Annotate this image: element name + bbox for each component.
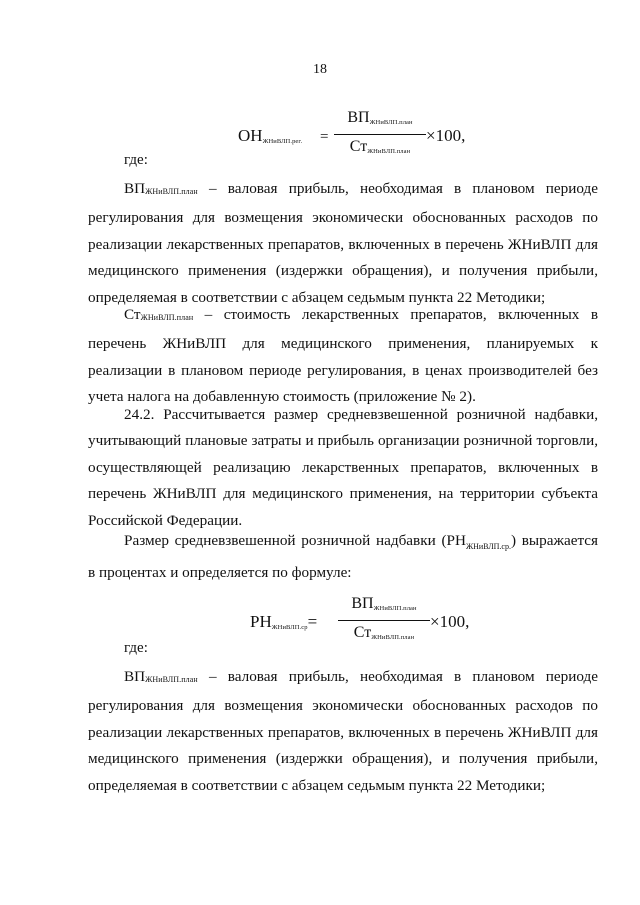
formula-retail-markup: [250, 594, 490, 644]
formula1-numerator: ВП: [347, 109, 370, 126]
size-sub: ЖНиВЛП.ср.: [465, 542, 511, 552]
section-24-2: 24.2. Рассчитывается размер средневзвешенной розничной надбавки, учитывающий плановые затраты и прибыль организации розничной торговли, осуществляющей реализацию лекарственных препаратов, включенных в перечень ЖНиВЛП для медицинского применения, на территории субъекта Российской Федерации.: [88, 406, 598, 529]
def3-term-sub: ЖНиВЛП.план: [145, 675, 198, 684]
formula2-lhs: РН: [250, 612, 272, 631]
def3-text: – валовая прибыль, необходимая в плановом периоде регулирования для возмещения экономически обоснованных расходов по реализации лекарственных препаратов, включенных в перечень ЖНиВЛП для медицинского применения (издержки обращения), и получения прибыли, определяемая в соответствии с абзацем седьмым пункта 22 Методики;: [88, 668, 598, 794]
fraction-bar: [334, 134, 426, 135]
formula2-denominator: Ст: [353, 624, 372, 641]
formula2-fraction: [338, 594, 430, 648]
formula1-tail: ×100,: [426, 126, 466, 145]
where-label: где:: [124, 152, 148, 168]
markup-size-paragraph: [88, 528, 598, 587]
def1-term: ВП: [124, 180, 146, 197]
def3-term: ВП: [124, 668, 146, 685]
formula2-tail: ×100,: [430, 612, 470, 631]
formula1-denominator-sub: ЖНиВЛП.план: [367, 148, 411, 155]
formula1-denominator: Ст: [349, 138, 368, 155]
def2-text: – стоимость лекарственных препаратов, включенных в перечень ЖНиВЛП для медицинского применения, планируемых к реализации в плановом периоде регулирования, в ценах производителей без учета налога на добавленную стоимость (приложение № 2).: [88, 306, 598, 406]
formula2-lhs-sub: ЖНиВЛП.ср: [271, 624, 308, 631]
formula-markup-ratio: $ОН_{ЖНиВЛП.рег.}$ = $ВП_{ЖНиВЛП.план}$ $Ст_{ЖНиВЛП.план}$ ×100,: [238, 108, 478, 158]
definition-gross-profit: [88, 176, 598, 311]
formula2-numerator: ВП: [351, 595, 374, 612]
formula1-lhs: ОН: [238, 126, 263, 145]
size-before: Размер средневзвешенной розничной надбавки (РН: [124, 532, 466, 549]
formula2-denominator-sub: ЖНиВЛП.план: [371, 634, 415, 641]
where-label-2: где:: [124, 640, 148, 656]
fraction-bar: [338, 620, 430, 621]
formula2-eq: =: [307, 612, 318, 631]
formula1-lhs-sub: ЖНиВЛП.рег.: [262, 138, 303, 145]
page-number: 18: [313, 62, 327, 77]
size-after: ) выражается в процентах и определяется по формуле:: [88, 532, 598, 582]
def2-term-sub: ЖНиВЛП.план: [140, 313, 194, 322]
formula1-fraction: [334, 108, 426, 162]
def2-term: Ст: [124, 306, 141, 323]
def1-text: – валовая прибыль, необходимая в плановом периоде регулирования для возмещения экономически обоснованных расходов по реализации лекарственных препаратов, включенных в перечень ЖНиВЛП для медицинского применения (издержки обращения), и получения прибыли, определяемая в соответствии с абзацем седьмым пункта 22 Методики;: [88, 180, 598, 306]
definition-cost: [88, 302, 598, 411]
formula1-numerator-sub: ЖНиВЛП.план: [369, 119, 413, 126]
formula2-numerator-sub: ЖНиВЛП.план: [373, 605, 417, 612]
def1-term-sub: ЖНиВЛП.план: [145, 187, 198, 196]
definition-gross-profit-2: [88, 664, 598, 799]
